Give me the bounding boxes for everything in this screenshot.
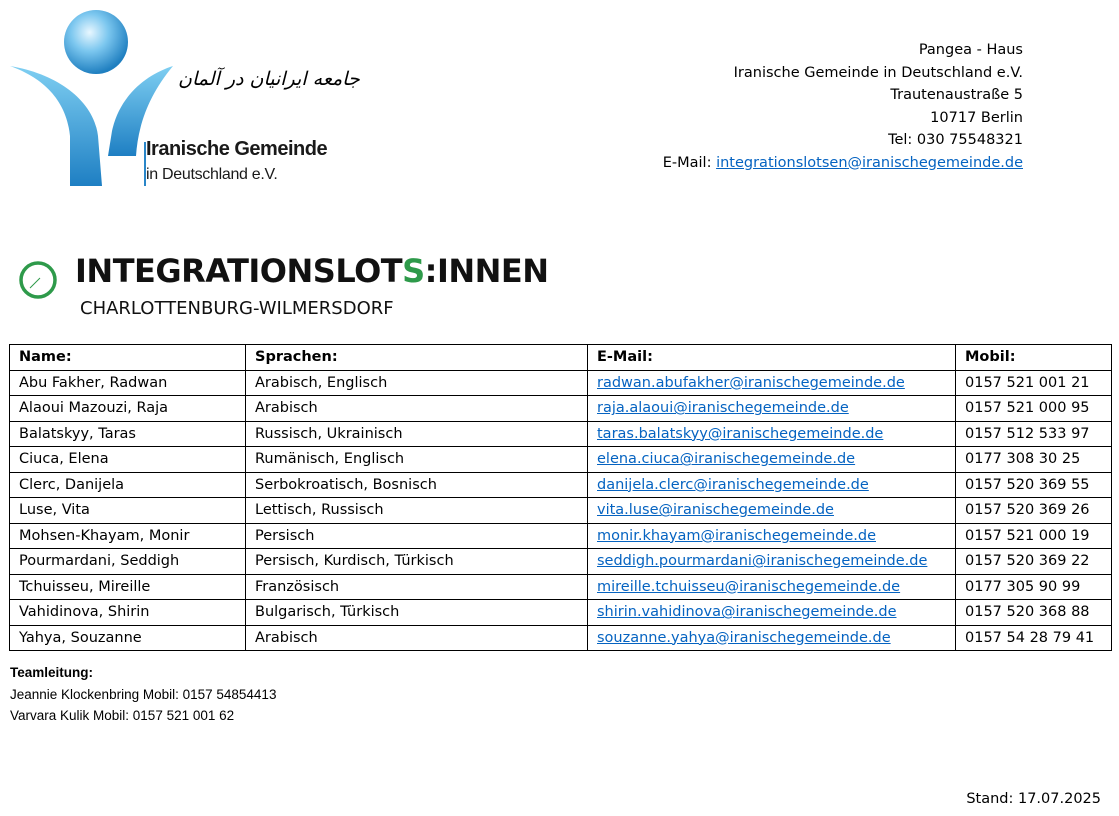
cell-mobile: 0157 521 001 21 <box>956 370 1112 396</box>
cell-name: Balatskyy, Taras <box>10 421 246 447</box>
cell-email[interactable] <box>588 549 956 575</box>
cell-languages: Persisch, Kurdisch, Türkisch <box>246 549 588 575</box>
cell-email[interactable] <box>588 472 956 498</box>
email-link[interactable]: souzanne.yahya@iranischegemeinde.de <box>597 629 891 646</box>
cell-name: Luse, Vita <box>10 498 246 524</box>
table-row <box>10 447 1112 473</box>
cell-mobile: 0177 305 90 99 <box>956 574 1112 600</box>
header-email: E-Mail: <box>588 345 956 371</box>
table-row <box>10 549 1112 575</box>
contacts-table-body <box>10 370 1112 651</box>
cell-name: Alaoui Mazouzi, Raja <box>10 396 246 422</box>
email-link[interactable]: taras.balatskyy@iranischegemeinde.de <box>597 425 884 442</box>
table-row <box>10 396 1112 422</box>
email-link[interactable]: elena.ciuca@iranischegemeinde.de <box>597 451 856 468</box>
table-header-row <box>10 345 1112 371</box>
cell-email[interactable] <box>588 523 956 549</box>
address-line: 10717 Berlin <box>930 109 1023 126</box>
logo-farsi-name: جامعه ایرانیان در آلمان <box>178 68 360 90</box>
cell-name: Yahya, Souzanne <box>10 625 246 651</box>
cell-email[interactable] <box>588 498 956 524</box>
cell-name: Abu Fakher, Radwan <box>10 370 246 396</box>
cell-mobile: 0157 520 369 22 <box>956 549 1112 575</box>
team-lead-heading: Teamleitung: <box>10 665 94 680</box>
cell-email[interactable] <box>588 625 956 651</box>
cell-mobile: 0157 520 369 26 <box>956 498 1112 524</box>
cell-languages: Französisch <box>246 574 588 600</box>
document-date: Stand: 17.07.2025 <box>966 791 1101 807</box>
cell-mobile: 0157 520 368 88 <box>956 600 1112 626</box>
cell-mobile: 0157 521 000 95 <box>956 396 1112 422</box>
program-subtitle: CHARLOTTENBURG-WILMERSDORF <box>80 298 394 319</box>
email-link[interactable]: radwan.abufakher@iranischegemeinde.de <box>597 374 905 391</box>
cell-email[interactable] <box>588 574 956 600</box>
address-line: Trautenaustraße 5 <box>890 87 1023 103</box>
cell-email[interactable] <box>588 600 956 626</box>
cell-languages: Bulgarisch, Türkisch <box>246 600 588 626</box>
cell-mobile: 0157 520 369 55 <box>956 472 1112 498</box>
header-name: Name: <box>10 345 246 371</box>
address-line: Pangea - Haus <box>918 42 1023 58</box>
cell-languages: Rumänisch, Englisch <box>246 447 588 473</box>
table-row <box>10 472 1112 498</box>
logo-figure-icon <box>8 6 178 191</box>
cell-languages: Lettisch, Russisch <box>246 498 588 524</box>
address-block <box>663 39 1023 174</box>
email-link[interactable]: seddigh.pourmardani@iranischegemeinde.de <box>597 553 928 570</box>
email-link[interactable]: shirin.vahidinova@iranischegemeinde.de <box>597 604 897 621</box>
cell-name: Ciuca, Elena <box>10 447 246 473</box>
table-row <box>10 600 1112 626</box>
table-row <box>10 498 1112 524</box>
email-link[interactable]: raja.alaoui@iranischegemeinde.de <box>597 400 849 417</box>
table-row <box>10 370 1112 396</box>
table-row <box>10 625 1112 651</box>
cell-mobile: 0157 512 533 97 <box>956 421 1112 447</box>
cell-email[interactable] <box>588 421 956 447</box>
cell-languages: Persisch <box>246 523 588 549</box>
compass-icon <box>18 260 58 300</box>
cell-email[interactable] <box>588 370 956 396</box>
program-title <box>75 252 549 290</box>
team-lead-entry: Jeannie Klockenbring Mobil: 0157 54854413 <box>10 686 277 702</box>
cell-email[interactable] <box>588 447 956 473</box>
email-link[interactable]: vita.luse@iranischegemeinde.de <box>597 502 834 519</box>
program-title-part2: :INNEN <box>424 252 549 290</box>
cell-name: Pourmardani, Seddigh <box>10 549 246 575</box>
contacts-table <box>9 344 1112 651</box>
address-line: Iranische Gemeinde in Deutschland e.V. <box>733 64 1023 81</box>
program-title-accent: S <box>402 252 425 290</box>
header-mobile: Mobil: <box>956 345 1112 371</box>
table-row <box>10 421 1112 447</box>
email-label: E-Mail: <box>662 154 717 171</box>
cell-name: Vahidinova, Shirin <box>10 600 246 626</box>
email-link[interactable]: danijela.clerc@iranischegemeinde.de <box>597 476 869 493</box>
cell-languages: Arabisch <box>246 396 588 422</box>
cell-name: Tchuisseu, Mireille <box>10 574 246 600</box>
cell-languages: Arabisch, Englisch <box>246 370 588 396</box>
header-languages: Sprachen: <box>246 345 588 371</box>
contact-email-link[interactable]: integrationslotsen@iranischegemeinde.de <box>716 154 1023 171</box>
cell-name: Clerc, Danijela <box>10 472 246 498</box>
cell-email[interactable] <box>588 396 956 422</box>
organization-logo <box>8 6 360 191</box>
team-lead-entry: Varvara Kulik Mobil: 0157 521 001 62 <box>10 708 235 723</box>
address-email-line <box>663 152 1023 175</box>
team-lead-block <box>10 662 276 727</box>
logo-org-name: Iranische Gemeinde <box>146 138 328 160</box>
cell-languages: Arabisch <box>246 625 588 651</box>
cell-mobile: 0157 54 28 79 41 <box>956 625 1112 651</box>
email-link[interactable]: mireille.tchuisseu@iranischegemeinde.de <box>597 578 901 595</box>
cell-languages: Russisch, Ukrainisch <box>246 421 588 447</box>
logo-org-subname: in Deutschland e.V. <box>146 166 278 183</box>
table-row <box>10 523 1112 549</box>
cell-name: Mohsen-Khayam, Monir <box>10 523 246 549</box>
address-phone: Tel: 030 75548321 <box>888 132 1023 148</box>
cell-languages: Serbokroatisch, Bosnisch <box>246 472 588 498</box>
table-row <box>10 574 1112 600</box>
email-link[interactable]: monir.khayam@iranischegemeinde.de <box>597 527 876 544</box>
cell-mobile: 0177 308 30 25 <box>956 447 1112 473</box>
cell-mobile: 0157 521 000 19 <box>956 523 1112 549</box>
program-title-part1: INTEGRATIONSLOT <box>75 252 403 290</box>
